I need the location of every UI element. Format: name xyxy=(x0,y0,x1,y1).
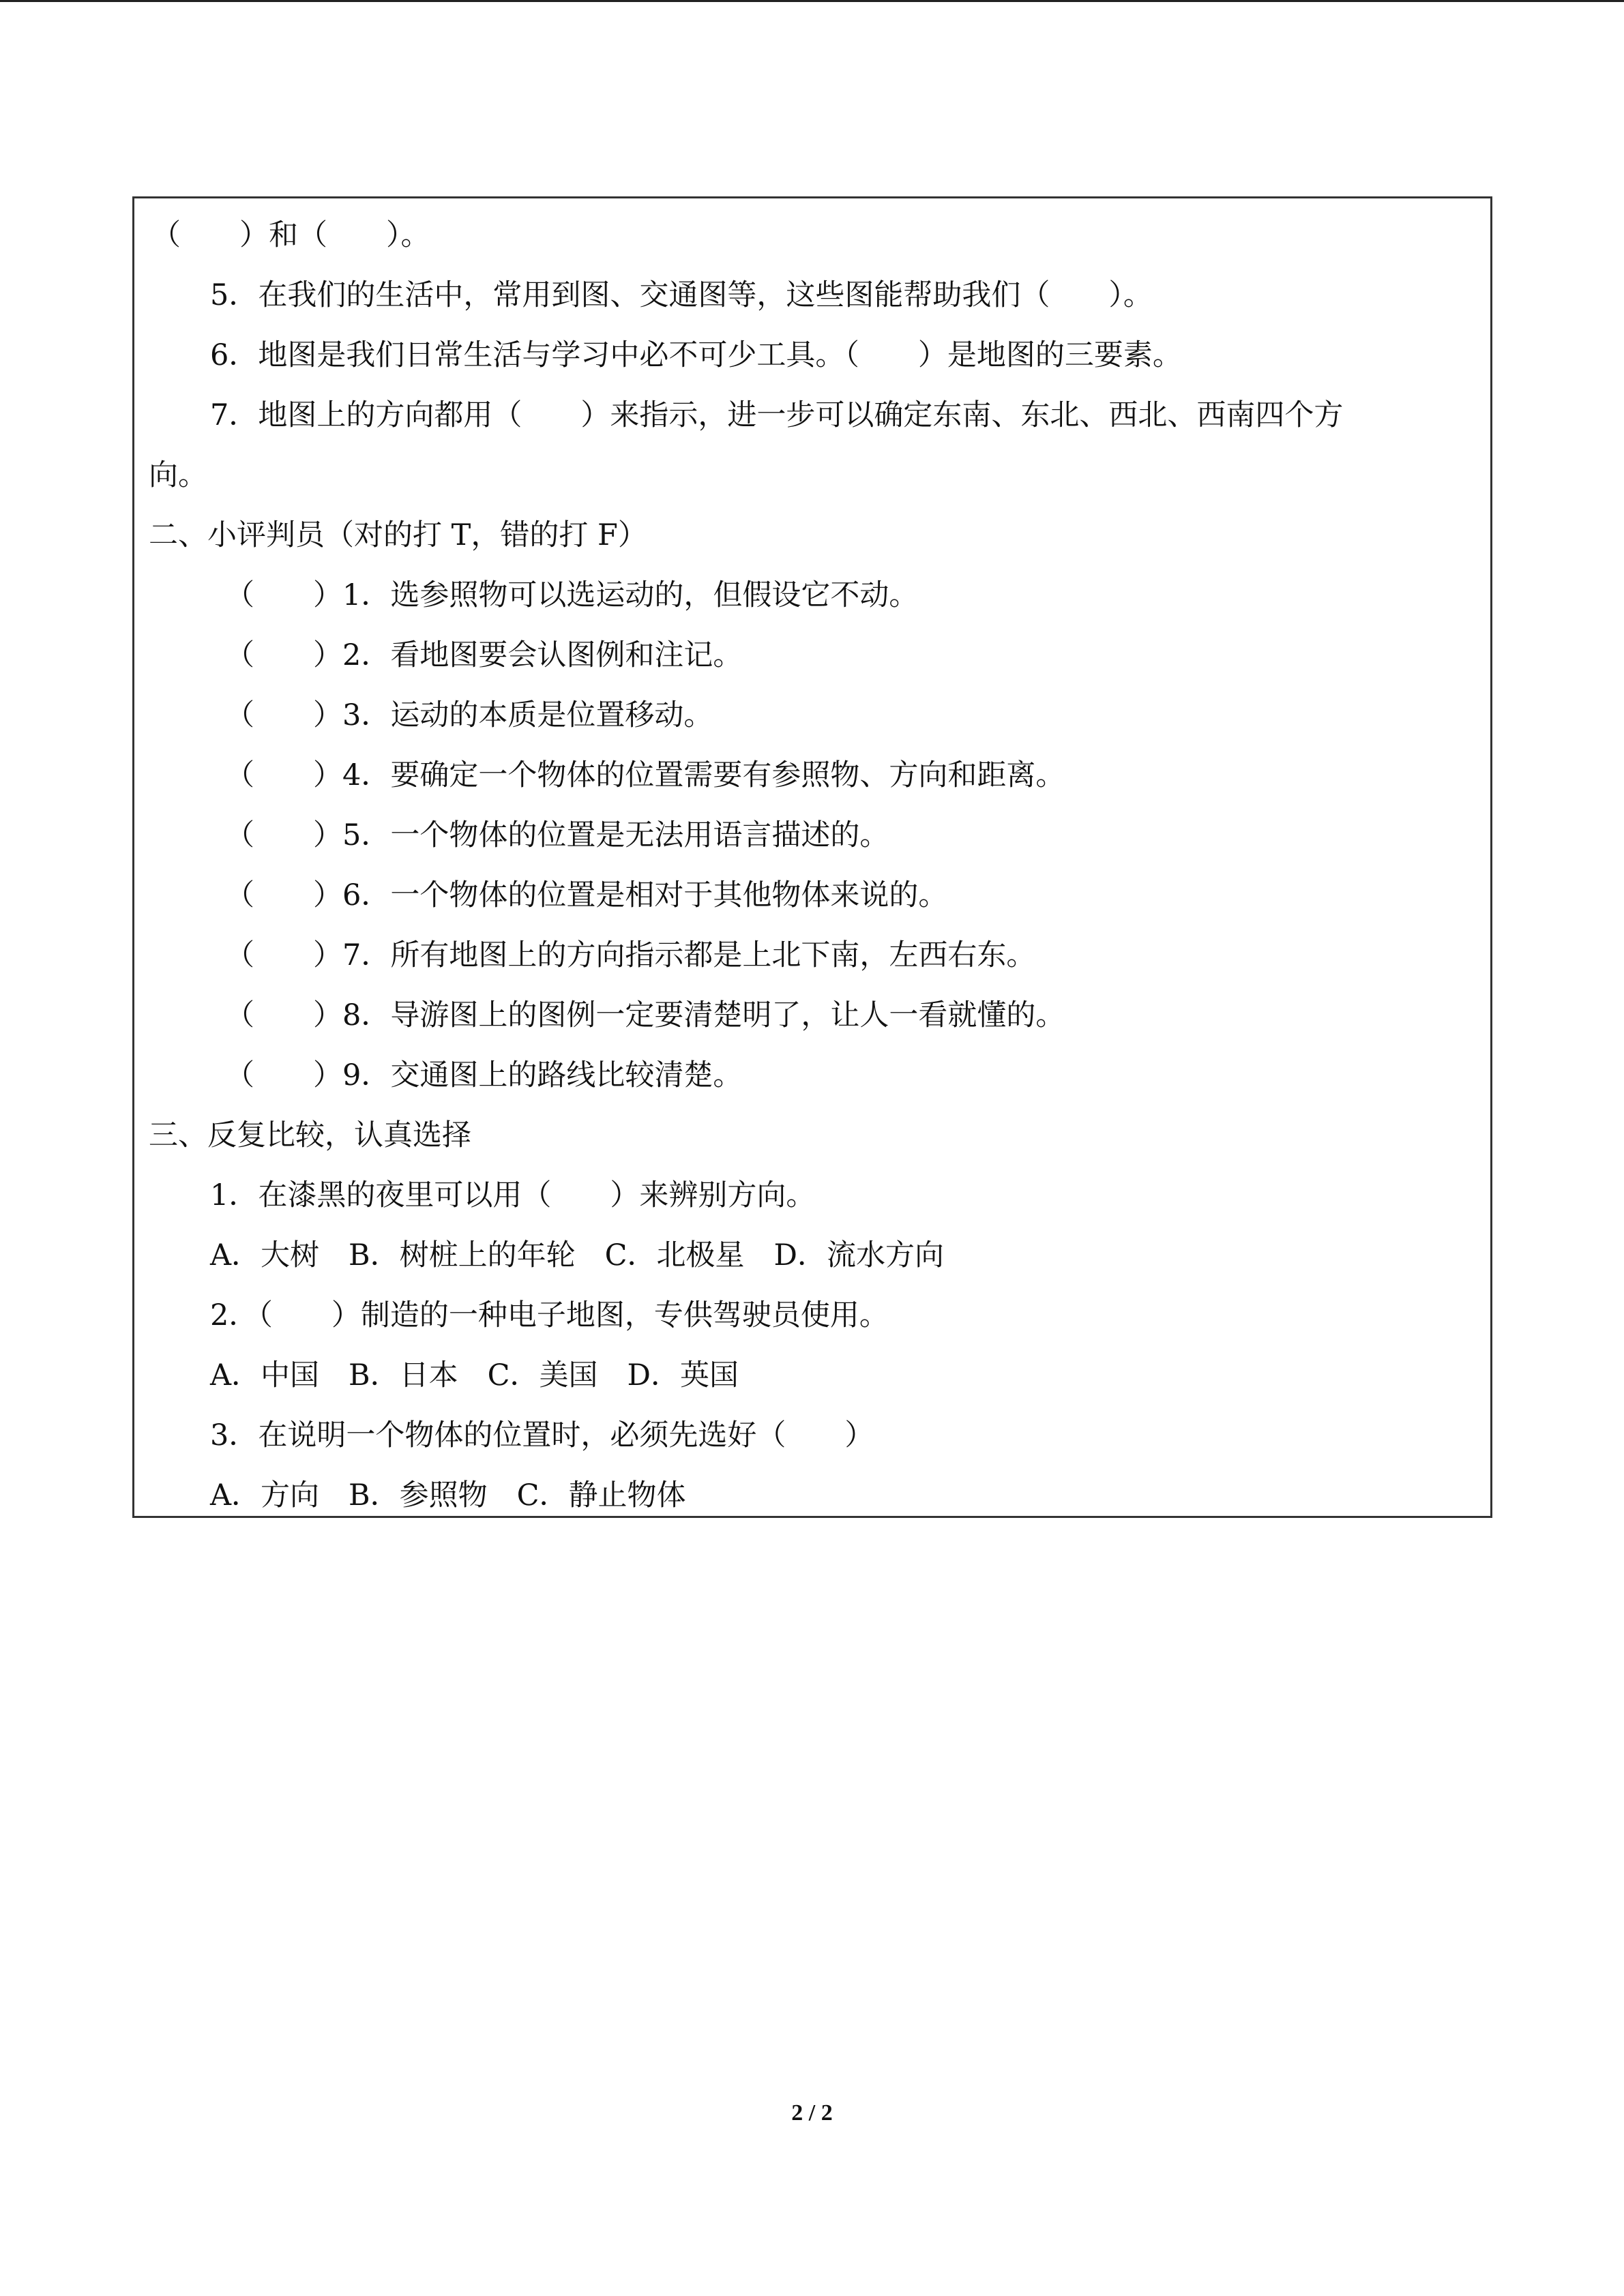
choice-question-3: 3．在说明一个物体的位置时，必须先选好（ ） xyxy=(210,1418,874,1452)
true-false-item-6: （ ）6．一个物体的位置是相对于其他物体来说的。 xyxy=(225,878,948,912)
choice-question-2: 2．（ ）制造的一种电子地图，专供驾驶员使用。 xyxy=(210,1298,889,1332)
true-false-item-3: （ ）3．运动的本质是位置移动。 xyxy=(225,698,713,732)
true-false-item-7: （ ）7．所有地图上的方向指示都是上北下南，左西右东。 xyxy=(225,938,1036,972)
fill-blank-item-7: 7．地图上的方向都用（ ）来指示，进一步可以确定东南、东北、西北、西南四个方 xyxy=(210,398,1344,432)
fill-blank-item-5: 5．在我们的生活中，常用到图、交通图等，这些图能帮助我们（ ）。 xyxy=(210,278,1153,312)
page-number: 2 / 2 xyxy=(791,2100,833,2126)
fill-blank-line-continued: （ ）和（ ）。 xyxy=(151,218,430,252)
true-false-item-9: （ ）9．交通图上的路线比较清楚。 xyxy=(225,1058,743,1092)
choice-options-3: A．方向 B．参照物 C．静止物体 xyxy=(210,1478,686,1512)
true-false-item-1: （ ）1．选参照物可以选运动的，但假设它不动。 xyxy=(225,578,919,612)
choice-options-1: A．大树 B．树桩上的年轮 C．北极星 D．流水方向 xyxy=(210,1238,945,1272)
true-false-item-5: （ ）5．一个物体的位置是无法用语言描述的。 xyxy=(225,818,889,852)
fill-blank-item-7-wrap: 向。 xyxy=(149,458,207,492)
section-heading-true-false: 二、小评判员（对的打 T，错的打 F） xyxy=(149,518,647,552)
page-top-border xyxy=(0,0,1624,2)
choice-options-2: A．中国 B．日本 C．美国 D．英国 xyxy=(210,1358,739,1392)
section-heading-multiple-choice: 三、反复比较，认真选择 xyxy=(149,1118,471,1152)
true-false-item-4: （ ）4．要确定一个物体的位置需要有参照物、方向和距离。 xyxy=(225,758,1065,792)
true-false-item-8: （ ）8．导游图上的图例一定要清楚明了，让人一看就懂的。 xyxy=(225,998,1065,1032)
choice-question-1: 1．在漆黑的夜里可以用（ ）来辨别方向。 xyxy=(210,1178,816,1212)
fill-blank-item-6: 6．地图是我们日常生活与学习中必不可少工具。（ ）是地图的三要素。 xyxy=(210,338,1182,372)
true-false-item-2: （ ）2．看地图要会认图例和注记。 xyxy=(225,638,743,672)
